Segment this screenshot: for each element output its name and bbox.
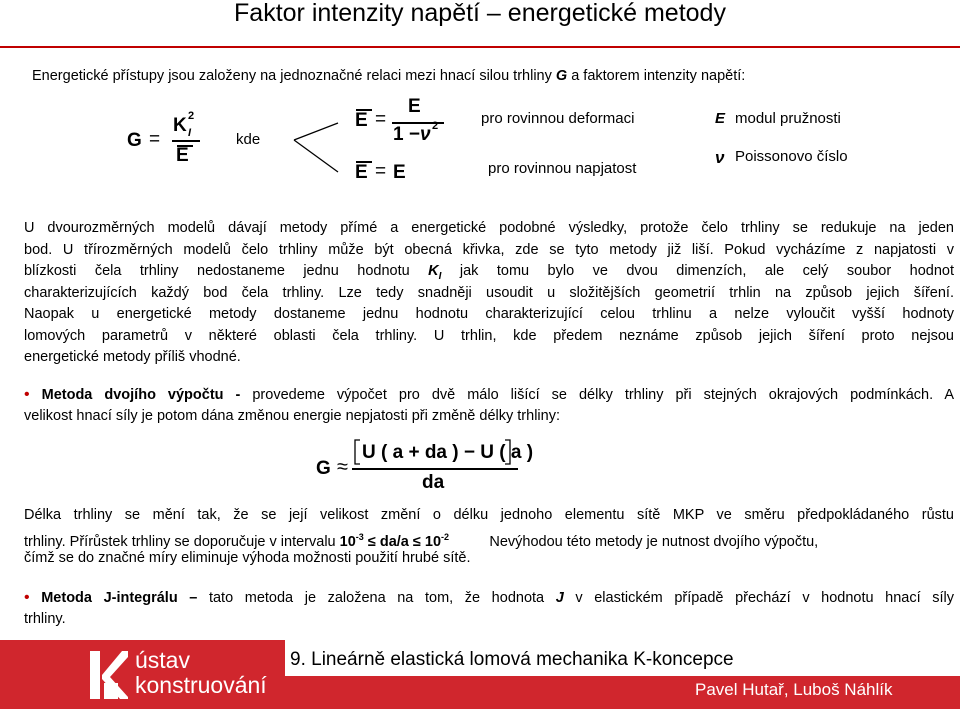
- formula-numerator: U ( a + da ) − U ( a ): [362, 442, 534, 463]
- symbol-J: J: [555, 590, 564, 606]
- formula-G: G: [316, 458, 331, 479]
- paragraph-line: Naopak u energetické metody dostaneme jednu hodnotu charakterizující celou trhlinu a nelze vyloučit vyšší hodnoty: [24, 306, 954, 322]
- intro-text-start: Energetické přístupy jsou založeny na jednoznačné relaci mezi hnací silou trhliny: [32, 68, 556, 84]
- bullet-icon: •: [24, 386, 30, 403]
- formula-G: G: [127, 130, 142, 151]
- formula-Ebar-plane-stress: E: [355, 162, 368, 183]
- bullet-heading: Metoda dvojího výpočtu -: [41, 387, 241, 403]
- paragraph-text: jak tomu bylo ve dvou dimenzích, ale celý soubor hodnot: [441, 263, 954, 279]
- intro-text-end: a faktorem intenzity napětí:: [567, 68, 746, 84]
- interval-low: 10: [339, 533, 356, 550]
- title-divider: [0, 46, 960, 48]
- fraction-bar: [352, 468, 518, 470]
- legend-nu-symbol: ν: [715, 148, 725, 167]
- paragraph-text: v elastickém případě přechází v hodnotu hnací síly: [563, 590, 954, 606]
- bullet-icon: •: [24, 589, 30, 606]
- paragraph-text: tato metoda je založena na tom, že hodnota: [208, 590, 556, 606]
- paragraph-line: čímž se do značné míry eliminuje výhoda možnosti použití hrubé sítě.: [24, 550, 471, 566]
- paragraph-text: blízkosti čela trhliny nedostaneme jednu hodnotu: [24, 263, 429, 279]
- slide-title: Faktor intenzity napětí – energetické metody: [234, 0, 726, 27]
- formula-denominator: da: [422, 472, 445, 493]
- paragraph-line: [24, 587, 954, 609]
- formula-K: K: [173, 115, 187, 136]
- formula-E-numerator: E: [408, 96, 421, 117]
- formula-K-sup: 2: [188, 110, 195, 122]
- paragraph-text: trhliny. Přírůstek trhliny se doporučuje v intervalu: [24, 533, 340, 550]
- paragraph-text: provedeme výpočet pro dvě málo lišící se délky trhliny při stejných okrajových podmínkách. A: [240, 387, 955, 403]
- interval-ratio: da/a: [379, 533, 409, 550]
- formula-equals: =: [375, 109, 387, 130]
- interval-le: ≤: [367, 533, 376, 550]
- formula-nu: ν: [420, 124, 431, 145]
- formula-equals: =: [149, 129, 161, 150]
- paragraph-line: lomových parametrů v některé oblasti čela trhliny. U trhlin, kde předem neznáme způsob jejich šíření proto nejsou: [24, 327, 954, 344]
- formula-approx: ≈: [337, 456, 348, 478]
- footer-course-title: 9. Lineárně elastická lomová mechanika K-koncepce: [290, 649, 740, 673]
- fraction-bar: [172, 140, 200, 142]
- formula-equals: =: [375, 161, 387, 182]
- formula-nu-sup: 2: [432, 120, 439, 132]
- paragraph-line: [24, 384, 954, 406]
- formula-Ebar-denominator: E: [176, 145, 189, 166]
- paragraph-text: Nevýhodou této metody je nutnost dvojího výpočtu,: [489, 533, 819, 550]
- paragraph-line: Délka trhliny se mění tak, že se její velikost změní o délku jednoho elementu sítě MKP ve směru předpokládaného růstu: [24, 507, 954, 523]
- interval-high: 10: [424, 533, 442, 550]
- bullet-dash: –: [177, 590, 209, 606]
- intro-text: [32, 68, 745, 84]
- formula-kde-label: kde: [236, 131, 261, 148]
- formula-E-rhs: E: [393, 162, 406, 183]
- paragraph-line: [24, 527, 954, 549]
- branch-lines: [292, 118, 342, 178]
- legend-E-text: modul pružnosti: [735, 110, 841, 127]
- paragraph-line: trhliny.: [24, 610, 66, 627]
- paragraph-line: [24, 261, 954, 283]
- label-plane-stress: pro rovinnou napjatost: [488, 160, 637, 177]
- bullet-j-integral: [24, 587, 954, 630]
- logo-text-line2: konstruování: [135, 672, 267, 698]
- symbol-K-sub: I: [438, 270, 442, 282]
- formula-K-sub: I: [188, 127, 192, 139]
- bullet-heading: Metoda J-integrálu: [41, 590, 178, 606]
- logo-text-line1: ústav: [135, 647, 190, 673]
- interval-low-exp: -3: [355, 531, 364, 542]
- paragraph-line: energetické metody příliš vhodné.: [24, 349, 241, 365]
- institute-logo-icon: [88, 649, 128, 701]
- label-plane-deformation: pro rovinnou deformaci: [481, 110, 635, 127]
- legend-nu-text: Poissonovo číslo: [735, 148, 848, 165]
- paragraph-line: charakterizujících každý bod čela trhliny. Lze tedy snadněji usoudit u složitějších geometrií trhlin na způsob jejich šíření.: [24, 284, 954, 301]
- interval-le: ≤: [412, 533, 421, 550]
- intro-symbol-G: G: [555, 68, 568, 84]
- formula-one-minus: 1 −: [393, 124, 420, 145]
- paragraph-line: bod. U třírozměrných modelů čelo trhliny může být obecná křivka, zde se tyto metody již liší. Pokud vycházíme z napjatosti v: [24, 241, 954, 258]
- paragraph-line: velikost hnací síly je potom dána změnou energie nepjatosti při změně délky trhliny:: [24, 407, 560, 424]
- symbol-K: K: [428, 263, 439, 279]
- paragraph-line: U dvourozměrných modelů dávají metody přímé a energetické podobné výsledky, protože čelo trhliny se redukuje na jeden: [24, 220, 954, 236]
- legend-E-symbol: E: [715, 110, 726, 127]
- formula-Ebar-plane-strain: E: [355, 110, 368, 131]
- footer-authors: Pavel Hutař, Luboš Náhlík: [695, 680, 893, 699]
- interval-high-exp: -2: [441, 531, 450, 542]
- paragraph-crack-increment: [24, 505, 954, 570]
- bullet-double-calculation: [24, 384, 954, 427]
- paragraph-methods-comparison: [24, 218, 954, 369]
